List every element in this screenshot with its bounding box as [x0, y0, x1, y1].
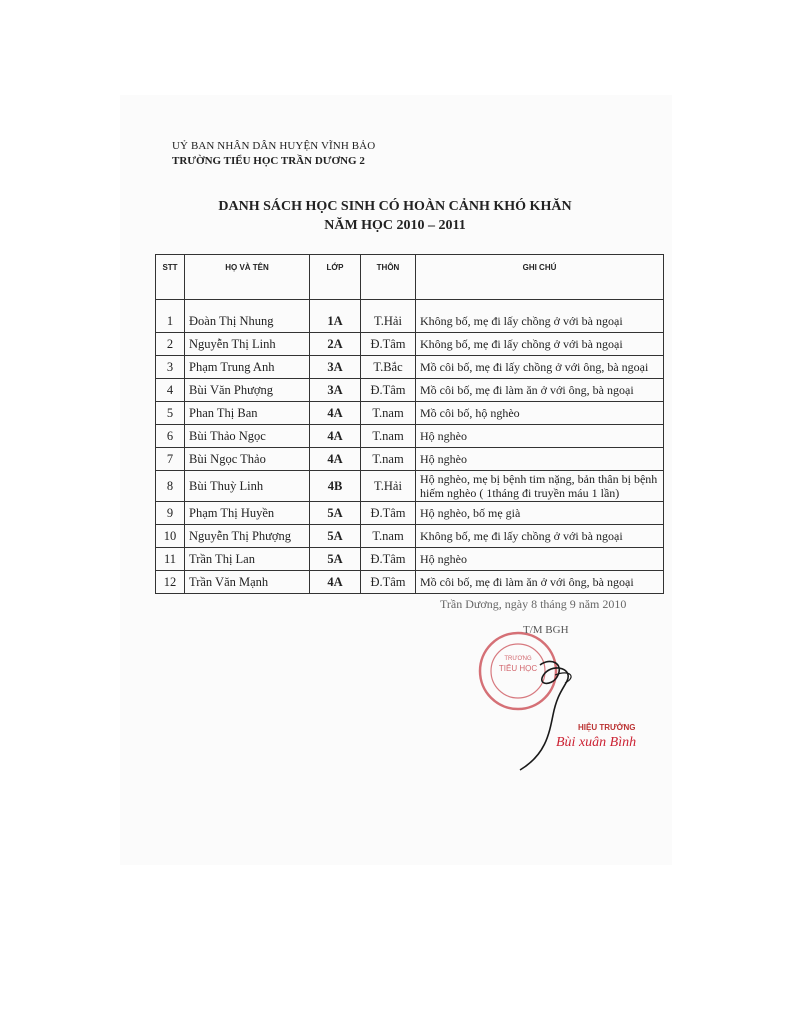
table-row [156, 300, 664, 333]
cell-class: 5A [310, 548, 361, 571]
table-row [156, 525, 664, 548]
student-table [155, 254, 664, 594]
cell-village: Đ.Tâm [361, 379, 416, 402]
table-header-row [156, 255, 664, 300]
cell-stt: 1 [156, 300, 185, 333]
cell-village: T.Hải [361, 300, 416, 333]
cell-village: Đ.Tâm [361, 548, 416, 571]
agency-name: UỶ BAN NHÂN DÂN HUYỆN VĨNH BẢO [172, 140, 376, 152]
table-row [156, 356, 664, 379]
signer-name: Bùi xuân Bình [556, 735, 637, 750]
title-line-2: NĂM HỌC 2010 – 2011 [324, 218, 466, 233]
cell-class: 4A [310, 448, 361, 471]
cell-note: Mồ côi bố, hộ nghèo [416, 402, 664, 425]
school-name: TRƯỜNG TIỂU HỌC TRẦN DƯƠNG 2 [172, 155, 365, 167]
document-header [172, 139, 375, 169]
cell-village: Đ.Tâm [361, 333, 416, 356]
cell-class: 4A [310, 571, 361, 594]
cell-name: Đoàn Thị Nhung [185, 300, 310, 333]
cell-stt: 11 [156, 548, 185, 571]
title-line-1: DANH SÁCH HỌC SINH CÓ HOÀN CẢNH KHÓ KHĂN [218, 199, 572, 214]
cell-name: Trần Thị Lan [185, 548, 310, 571]
cell-stt: 6 [156, 425, 185, 448]
cell-class: 4A [310, 425, 361, 448]
cell-stt: 4 [156, 379, 185, 402]
cell-name: Phan Thị Ban [185, 402, 310, 425]
cell-class: 4A [310, 402, 361, 425]
cell-note: Mồ côi bố, mẹ đi làm ăn ở với ông, bà ngoại [416, 571, 664, 594]
cell-note: Hộ nghèo [416, 425, 664, 448]
cell-village: Đ.Tâm [361, 502, 416, 525]
col-header-class: LỚP [310, 255, 361, 300]
cell-note: Không bố, mẹ đi lấy chồng ở với bà ngoại [416, 300, 664, 333]
cell-note: Mồ côi bố, mẹ đi lấy chồng ở với ông, bà ngoại [416, 356, 664, 379]
cell-note: Không bố, mẹ đi lấy chồng ở với bà ngoại [416, 333, 664, 356]
cell-name: Nguyễn Thị Phượng [185, 525, 310, 548]
cell-class: 4B [310, 471, 361, 502]
cell-note: Mồ côi bố, mẹ đi làm ăn ở với ông, bà ngoại [416, 379, 664, 402]
table-row [156, 502, 664, 525]
col-header-stt: STT [156, 255, 185, 300]
cell-class: 5A [310, 525, 361, 548]
principal-title: HIỆU TRƯỞNG [578, 723, 636, 732]
table-row [156, 333, 664, 356]
table-row [156, 379, 664, 402]
on-behalf-label: T/M BGH [523, 624, 569, 636]
cell-stt: 5 [156, 402, 185, 425]
col-header-note: GHI CHÚ [416, 255, 664, 300]
dateline: Trần Dương, ngày 8 tháng 9 năm 2010 [440, 597, 627, 611]
cell-class: 2A [310, 333, 361, 356]
table-row [156, 571, 664, 594]
cell-village: T.nam [361, 425, 416, 448]
table-row [156, 548, 664, 571]
cell-note: Hộ nghèo, mẹ bị bệnh tim nặng, bản thân bị bệnh hiếm nghèo ( 1tháng đi truyền máu 1 lần) [416, 471, 664, 502]
cell-village: T.Hải [361, 471, 416, 502]
table-row [156, 448, 664, 471]
table-row [156, 402, 664, 425]
cell-stt: 7 [156, 448, 185, 471]
cell-village: Đ.Tâm [361, 571, 416, 594]
col-header-village: THÔN [361, 255, 416, 300]
cell-class: 1A [310, 300, 361, 333]
cell-class: 3A [310, 356, 361, 379]
cell-name: Bùi Ngọc Thảo [185, 448, 310, 471]
cell-village: T.nam [361, 402, 416, 425]
cell-class: 5A [310, 502, 361, 525]
cell-name: Nguyễn Thị Linh [185, 333, 310, 356]
document-title [155, 197, 635, 235]
cell-village: T.nam [361, 448, 416, 471]
col-header-name: HỌ VÀ TÊN [185, 255, 310, 300]
svg-text:TRƯỜNG: TRƯỜNG [504, 656, 532, 662]
cell-name: Bùi Thảo Ngọc [185, 425, 310, 448]
cell-stt: 12 [156, 571, 185, 594]
cell-name: Bùi Văn Phượng [185, 379, 310, 402]
cell-stt: 8 [156, 471, 185, 502]
cell-stt: 3 [156, 356, 185, 379]
cell-stt: 9 [156, 502, 185, 525]
cell-note: Không bố, mẹ đi lấy chồng ở với bà ngoại [416, 525, 664, 548]
cell-stt: 2 [156, 333, 185, 356]
cell-village: T.Bắc [361, 356, 416, 379]
cell-class: 3A [310, 379, 361, 402]
cell-note: Hộ nghèo [416, 548, 664, 571]
cell-name: Phạm Thị Huyền [185, 502, 310, 525]
svg-text:TIỂU HỌC: TIỂU HỌC [498, 664, 538, 673]
cell-name: Bùi Thuỳ Linh [185, 471, 310, 502]
cell-stt: 10 [156, 525, 185, 548]
cell-note: Hộ nghèo [416, 448, 664, 471]
signature-mark [505, 655, 675, 775]
table-row [156, 471, 664, 502]
cell-name: Trần Văn Mạnh [185, 571, 310, 594]
cell-village: T.nam [361, 525, 416, 548]
cell-note: Hộ nghèo, bố mẹ già [416, 502, 664, 525]
cell-name: Phạm Trung Anh [185, 356, 310, 379]
table-row [156, 425, 664, 448]
